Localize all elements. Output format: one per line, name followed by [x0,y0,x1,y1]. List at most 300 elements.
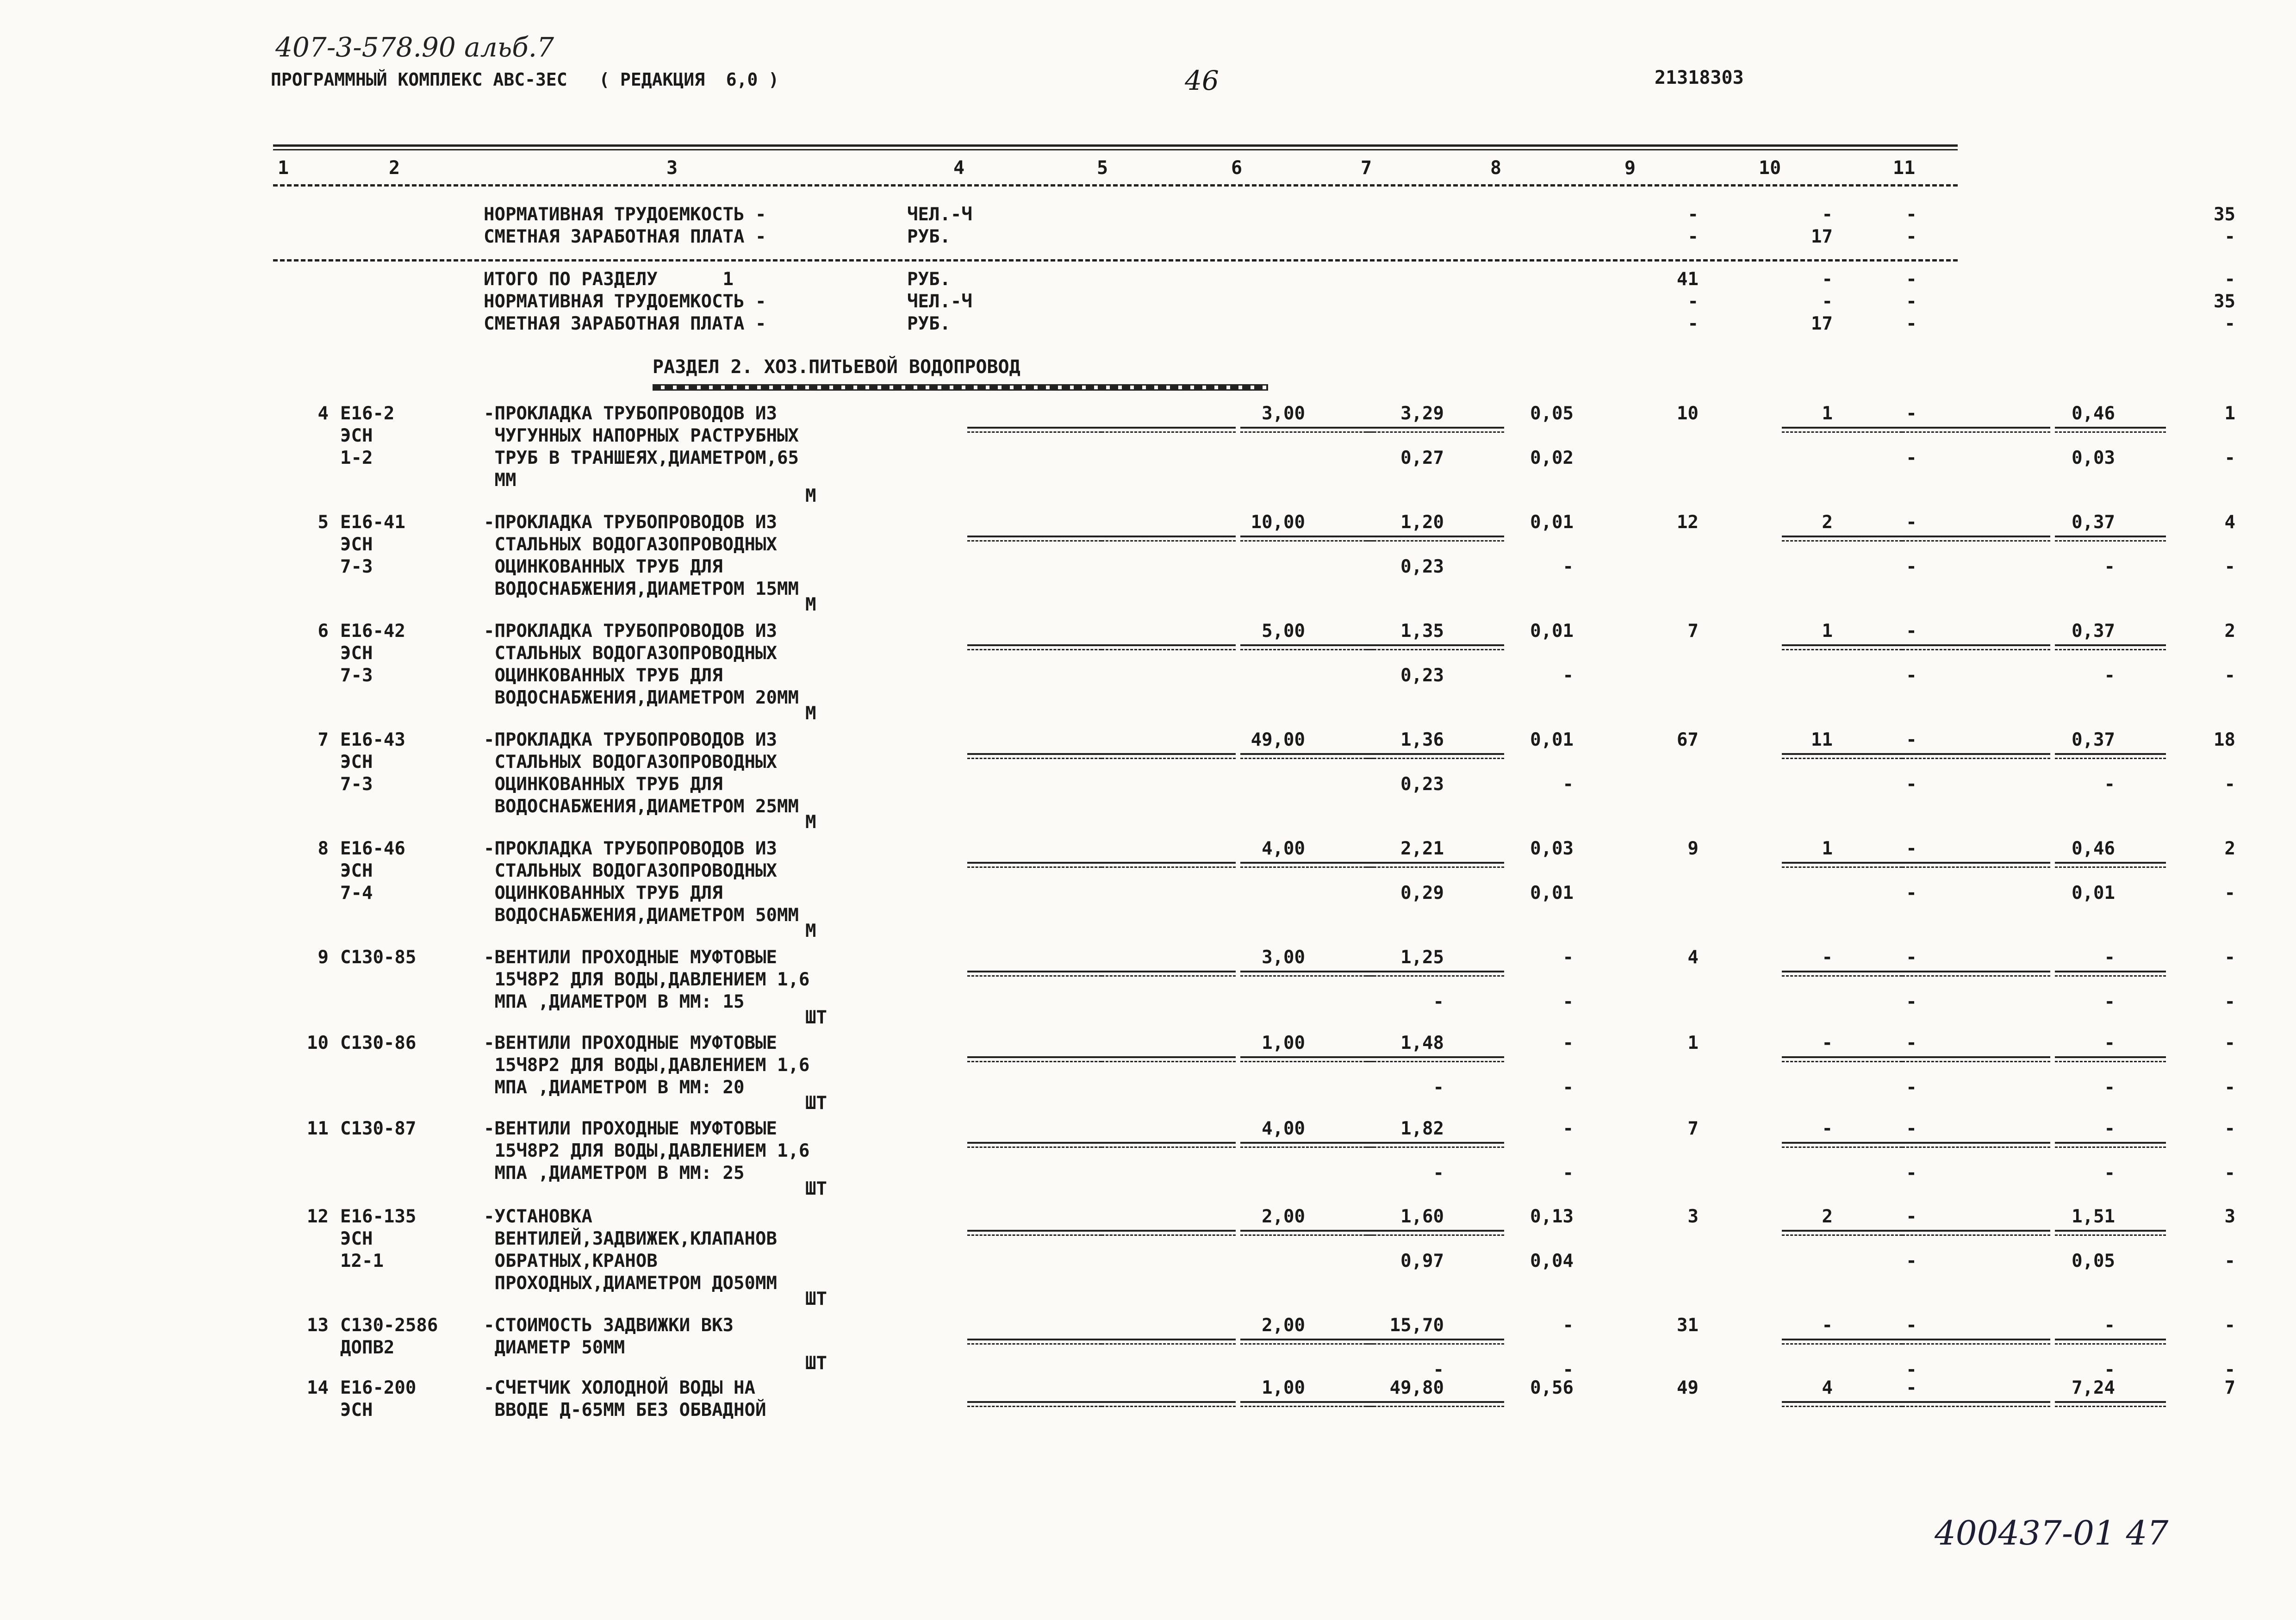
program-name: ПРОГРАММНЫЙ КОМПЛЕКС АВС-3ЕС ( РЕДАКЦИЯ 6,0 ) [271,69,779,90]
item-name-line: -СТОИМОСТЬ ЗАДВИЖКИ ВКЗ [484,1315,734,1336]
cell-separator [1902,536,2050,537]
cell-separator [1782,536,1902,537]
item-unit-wage: 0,56 [1530,1377,1574,1398]
item-unit-cost: 49,80 [1389,1377,1444,1398]
item-code: Е16-200 [340,1377,417,1398]
summary-total: - [1687,226,1699,247]
item-unit: ШТ [805,1353,827,1374]
cell-separator [2055,1056,2166,1058]
item-unit-wage: 0,04 [1530,1251,1574,1271]
cell-separator [1365,536,1504,537]
cell-separator [1240,1056,1375,1058]
cell-separator [1902,1056,2050,1058]
summary-unit: РУБ. [907,226,951,247]
summary-label: СМЕТНАЯ ЗАРАБОТНАЯ ПЛАТА - [484,313,766,334]
item-labor-sum: 7 [2224,1377,2235,1398]
cell-separator [1782,644,1902,646]
table-top-rule [273,144,1958,147]
item-name-line: -ПРОКЛАДКА ТРУБОПРОВОДОВ ИЗ [484,729,777,750]
item-machine: - [1906,774,1917,795]
item-unit-cost: 3,29 [1400,403,1444,424]
item-machine: - [1906,403,1917,424]
item-machine: - [1906,883,1917,903]
table-row [273,729,2235,840]
item-name-line: ОЦИНКОВАННЫХ ТРУБ ДЛЯ [484,883,723,903]
item-unit-cost: 0,23 [1400,665,1444,686]
cell-separator [1902,971,2050,972]
cell-separator [1902,1401,2050,1403]
item-name-line: МПА ,ДИАМЕТРОМ В ММ: 15 [484,991,745,1012]
cell-separator [1902,644,2050,646]
item-unit-cost: - [1433,1077,1444,1098]
item-code: 7-4 [340,883,373,903]
item-machine: - [1906,1033,1917,1053]
cell-separator [967,1230,1101,1232]
item-code: С130-2586 [340,1315,438,1336]
item-quantity: 4,00 [1262,838,1305,859]
summary-wage-sum: 17 [1811,313,1833,334]
item-name-line: ВОДОСНАБЖЕНИЯ,ДИАМЕТРОМ 50ММ [484,905,799,926]
item-name-line: ВОДОСНАБЖЕНИЯ,ДИАМЕТРОМ 15ММ [484,579,799,599]
item-code: 7-3 [340,556,373,577]
table-row [273,1377,2235,1488]
item-name-line: -ПРОКЛАДКА ТРУБОПРОВОДОВ ИЗ [484,621,777,642]
cell-separator [1365,644,1504,646]
item-name-line: ОЦИНКОВАННЫХ ТРУБ ДЛЯ [484,665,723,686]
item-name-line: -СЧЕТЧИК ХОЛОДНОЙ ВОДЫ НА [484,1377,755,1398]
item-machine: - [1906,991,1917,1012]
item-unit-wage: - [1562,556,1574,577]
item-name-line: ПРОХОДНЫХ,ДИАМЕТРОМ ДО50ММ [484,1273,777,1294]
item-unit-wage: - [1562,1077,1574,1098]
item-labor: 0,46 [2072,838,2115,859]
item-labor: - [2104,1077,2115,1098]
cell-separator [967,536,1101,537]
item-code: С130-85 [340,947,417,968]
item-quantity: 1,00 [1262,1377,1305,1398]
item-quantity: 4,00 [1262,1118,1305,1139]
cell-separator [1240,862,1375,864]
summary-labor-sum: 35 [2214,204,2235,225]
item-code: 7-3 [340,665,373,686]
cell-separator [1365,862,1504,864]
item-labor-sum: - [2224,883,2235,903]
summary-machine: - [1906,269,1917,290]
item-labor: 0,46 [2072,403,2115,424]
column-number: 2 [389,157,400,179]
item-name-line: 15Ч8Р2 ДЛЯ ВОДЫ,ДАВЛЕНИЕМ 1,6 [484,1055,810,1076]
cell-separator [1101,1056,1236,1058]
cell-separator [967,427,1101,429]
item-number: 9 [317,947,329,968]
summary-labor-sum: - [2224,226,2235,247]
summary-machine: - [1906,204,1917,225]
item-quantity: 3,00 [1262,947,1305,968]
cell-separator [1782,1142,1902,1144]
item-total: 31 [1677,1315,1699,1336]
item-name-line: МПА ,ДИАМЕТРОМ В ММ: 25 [484,1163,745,1184]
column-number: 4 [953,157,965,179]
item-machine: - [1906,1377,1917,1398]
cell-separator [1902,1142,2050,1144]
cell-separator [967,644,1101,646]
cell-separator [1101,753,1236,755]
cell-separator [967,1339,1101,1340]
item-unit-cost: 1,82 [1400,1118,1444,1139]
item-code: Е16-135 [340,1206,417,1227]
item-code: ЭСН [340,425,373,446]
cell-separator [1365,1339,1504,1340]
cell-separator [1101,1230,1236,1232]
table-row [273,620,2235,731]
cell-separator [1240,1339,1375,1340]
item-wage-sum: 1 [1822,403,1833,424]
table-row [273,838,2235,949]
column-number: 10 [1759,157,1781,179]
item-unit: М [805,703,816,724]
item-total: 10 [1677,403,1699,424]
item-unit-wage: - [1562,1315,1574,1336]
item-unit-wage: - [1562,947,1574,968]
section-title-underline [653,384,1268,391]
summary-wage-sum: - [1822,204,1833,225]
item-quantity: 1,00 [1262,1033,1305,1053]
summary-label: СМЕТНАЯ ЗАРАБОТНАЯ ПЛАТА - [484,226,766,247]
cell-separator [1240,644,1375,646]
item-unit-wage: 0,01 [1530,512,1574,533]
cell-separator [967,971,1101,972]
summary-machine: - [1906,313,1917,334]
summary-rule [273,259,1958,262]
item-quantity: 2,00 [1262,1206,1305,1227]
cell-separator [1782,971,1902,972]
item-unit: М [805,594,816,615]
item-unit-wage: 0,01 [1530,883,1574,903]
item-code: 12-1 [340,1251,384,1271]
item-labor: - [2104,556,2115,577]
item-labor-sum: - [2224,1077,2235,1098]
cell-separator [1902,753,2050,755]
item-labor-sum: - [2224,947,2235,968]
item-wage-sum: - [1822,1033,1833,1053]
item-labor: 0,01 [2072,883,2115,903]
cell-separator [2055,1142,2166,1144]
cell-separator [1240,971,1375,972]
item-name-line: ОЦИНКОВАННЫХ ТРУБ ДЛЯ [484,556,723,577]
project-code: 407-3-578.90 альб.7 [275,31,554,63]
item-unit: ШТ [805,1093,827,1114]
summary-wage-sum: - [1822,269,1833,290]
item-unit-wage: - [1562,774,1574,795]
item-machine: - [1906,1315,1917,1336]
column-number: 5 [1097,157,1108,179]
cell-separator [1240,753,1375,755]
item-name-line: ОБРАТНЫХ,КРАНОВ [484,1251,658,1271]
item-wage-sum: 2 [1822,1206,1833,1227]
item-name-line: ДИАМЕТР 50ММ [484,1337,625,1358]
item-number: 12 [307,1206,329,1227]
item-code: Е16-46 [340,838,405,859]
item-machine: - [1906,1206,1917,1227]
item-unit: М [805,812,816,833]
item-code: ЭСН [340,860,373,881]
item-unit-cost: 2,21 [1400,838,1444,859]
item-labor-sum: - [2224,1315,2235,1336]
item-unit-wage: 0,01 [1530,621,1574,642]
cell-separator [1101,644,1236,646]
cell-separator [1902,427,2050,429]
item-unit-cost: 1,48 [1400,1033,1444,1053]
cell-separator [1101,971,1236,972]
cell-separator [2055,862,2166,864]
item-quantity: 10,00 [1251,512,1305,533]
item-code: С130-87 [340,1118,417,1139]
item-number: 5 [317,512,329,533]
item-machine: - [1906,556,1917,577]
item-machine: - [1906,1077,1917,1098]
item-labor: 7,24 [2072,1377,2115,1398]
cell-separator [1782,1056,1902,1058]
cell-separator [1240,427,1375,429]
item-labor-sum: 18 [2214,729,2235,750]
summary-total: - [1687,204,1699,225]
table-row [273,511,2235,623]
cell-separator [2055,536,2166,537]
column-number: 9 [1624,157,1636,179]
summary-wage-sum: - [1822,291,1833,312]
item-name-line: ОЦИНКОВАННЫХ ТРУБ ДЛЯ [484,774,723,795]
item-unit-wage: - [1562,1118,1574,1139]
item-unit-cost: 0,23 [1400,774,1444,795]
item-unit-wage: 0,02 [1530,448,1574,468]
item-name-line: -ПРОКЛАДКА ТРУБОПРОВОДОВ ИЗ [484,512,777,533]
item-labor-sum: - [2224,665,2235,686]
item-name-line: -ВЕНТИЛИ ПРОХОДНЫЕ МУФТОВЫЕ [484,1118,777,1139]
item-labor: 0,05 [2072,1251,2115,1271]
cell-separator [2055,1230,2166,1232]
item-unit-cost: 15,70 [1389,1315,1444,1336]
summary-unit: ЧЕЛ.-Ч [907,291,972,312]
item-labor: 0,37 [2072,729,2115,750]
item-machine: - [1906,947,1917,968]
item-name-line: ВВОДЕ Д-65ММ БЕЗ ОБВАДНОЙ [484,1400,766,1421]
item-total: 67 [1677,729,1699,750]
item-machine: - [1906,1251,1917,1271]
item-wage-sum: 11 [1811,729,1833,750]
item-name-line: ТРУБ В ТРАНШЕЯХ,ДИАМЕТРОМ,65 [484,448,799,468]
item-number: 10 [307,1033,329,1053]
page-number: 46 [1185,65,1219,96]
summary-label: НОРМАТИВНАЯ ТРУДОЕМКОСТЬ - [484,204,766,225]
item-unit: М [805,486,816,506]
item-wage-sum: 1 [1822,838,1833,859]
item-labor-sum: - [2224,1118,2235,1139]
item-labor: 0,37 [2072,621,2115,642]
item-labor-sum: 4 [2224,512,2235,533]
item-name-line: МПА ,ДИАМЕТРОМ В ММ: 20 [484,1077,745,1098]
item-code: С130-86 [340,1033,417,1053]
item-labor-sum: - [2224,774,2235,795]
cell-separator [1365,1056,1504,1058]
section-title: РАЗДЕЛ 2. ХОЗ.ПИТЬЕВОЙ ВОДОПРОВОД [653,356,1020,378]
item-name-line: СТАЛЬНЫХ ВОДОГАЗОПРОВОДНЫХ [484,860,777,881]
item-unit-cost: 1,20 [1400,512,1444,533]
item-machine: - [1906,665,1917,686]
item-name-line: -ПРОКЛАДКА ТРУБОПРОВОДОВ ИЗ [484,838,777,859]
cell-separator [2055,1339,2166,1340]
item-name-line: -ПРОКЛАДКА ТРУБОПРОВОДОВ ИЗ [484,403,777,424]
item-machine: - [1906,838,1917,859]
summary-machine: - [1906,291,1917,312]
column-number: 6 [1231,157,1243,179]
item-quantity: 5,00 [1262,621,1305,642]
cell-separator [1902,1230,2050,1232]
cell-separator [1782,1339,1902,1340]
item-labor: - [2104,991,2115,1012]
item-name-line: СТАЛЬНЫХ ВОДОГАЗОПРОВОДНЫХ [484,752,777,773]
item-code: Е16-43 [340,729,405,750]
item-unit-wage: - [1562,991,1574,1012]
item-total: 49 [1677,1377,1699,1398]
item-labor-sum: 3 [2224,1206,2235,1227]
item-machine: - [1906,729,1917,750]
item-number: 6 [317,621,329,642]
cell-separator [1240,1142,1375,1144]
summary-unit: РУБ. [907,313,951,334]
cell-separator [1101,1401,1236,1403]
cell-separator [967,1401,1101,1403]
item-total: 3 [1687,1206,1699,1227]
cell-separator [1365,427,1504,429]
item-labor: 0,03 [2072,448,2115,468]
item-machine: - [1906,621,1917,642]
cell-separator [1782,753,1902,755]
item-unit-wage: - [1562,665,1574,686]
cell-separator [1240,1401,1375,1403]
item-labor-sum: - [2224,991,2235,1012]
cell-separator [1782,427,1902,429]
summary-total: - [1687,313,1699,334]
table-header-rule [273,184,1958,187]
cell-separator [2055,1401,2166,1403]
item-code: 1-2 [340,448,373,468]
summary-label: ИТОГО ПО РАЗДЕЛУ 1 [484,269,734,290]
item-code: 7-3 [340,774,373,795]
item-labor-sum: - [2224,448,2235,468]
item-labor-sum: - [2224,1033,2235,1053]
item-labor-sum: - [2224,1163,2235,1184]
cell-separator [1101,536,1236,537]
item-wage-sum: - [1822,1118,1833,1139]
item-name-line: 15Ч8Р2 ДЛЯ ВОДЫ,ДАВЛЕНИЕМ 1,6 [484,1140,810,1161]
cell-separator [2055,427,2166,429]
column-number: 11 [1893,157,1916,179]
item-machine: - [1906,1163,1917,1184]
item-code: ЭСН [340,1400,373,1421]
item-labor: - [2104,1359,2115,1380]
cell-separator [1902,1339,2050,1340]
item-name-line: ММ [484,470,516,491]
item-machine: - [1906,1118,1917,1139]
item-total: 12 [1677,512,1699,533]
summary-machine: - [1906,226,1917,247]
cell-separator [2055,644,2166,646]
item-labor: - [2104,1315,2115,1336]
item-machine: - [1906,512,1917,533]
item-unit-cost: 1,60 [1400,1206,1444,1227]
cell-separator [2055,971,2166,972]
cell-separator [967,753,1101,755]
item-labor: - [2104,1033,2115,1053]
item-unit-cost: - [1433,991,1444,1012]
item-unit: М [805,921,816,941]
cell-separator [1365,1230,1504,1232]
item-name-line: СТАЛЬНЫХ ВОДОГАЗОПРОВОДНЫХ [484,643,777,664]
item-unit-cost: 1,25 [1400,947,1444,968]
item-number: 4 [317,403,329,424]
item-labor: - [2104,774,2115,795]
item-number: 14 [307,1377,329,1398]
item-unit-cost: - [1433,1359,1444,1380]
handwritten-stamp: 400437-01 47 [1935,1514,2169,1552]
item-code: ЭСН [340,534,373,555]
summary-labor-sum: 35 [2214,291,2235,312]
cell-separator [967,1056,1101,1058]
item-total: 7 [1687,1118,1699,1139]
item-name-line: -ВЕНТИЛИ ПРОХОДНЫЕ МУФТОВЫЕ [484,947,777,968]
cell-separator [1782,862,1902,864]
item-unit-cost: 1,36 [1400,729,1444,750]
item-code: ЭСН [340,643,373,664]
cell-separator [1101,862,1236,864]
column-number: 7 [1361,157,1372,179]
item-unit-wage: - [1562,1359,1574,1380]
cell-separator [1101,1142,1236,1144]
item-wage-sum: 1 [1822,621,1833,642]
item-unit-wage: - [1562,1033,1574,1053]
summary-label: НОРМАТИВНАЯ ТРУДОЕМКОСТЬ - [484,291,766,312]
cell-separator [1101,1339,1236,1340]
item-unit-cost: 0,97 [1400,1251,1444,1271]
document-number: 21318303 [1655,67,1744,88]
summary-total: - [1687,291,1699,312]
item-number: 13 [307,1315,329,1336]
item-quantity: 49,00 [1251,729,1305,750]
item-name-line: ВОДОСНАБЖЕНИЯ,ДИАМЕТРОМ 20ММ [484,687,799,708]
item-wage-sum: - [1822,1315,1833,1336]
column-number: 3 [666,157,678,179]
item-unit-cost: 0,23 [1400,556,1444,577]
item-unit: ШТ [805,1289,827,1309]
item-machine: - [1906,448,1917,468]
item-number: 11 [307,1118,329,1139]
item-name-line: -ВЕНТИЛИ ПРОХОДНЫЕ МУФТОВЫЕ [484,1033,777,1053]
item-code: ДОПВ2 [340,1337,395,1358]
summary-unit: ЧЕЛ.-Ч [907,204,972,225]
item-number: 7 [317,729,329,750]
item-wage-sum: - [1822,947,1833,968]
item-name-line: 15Ч8Р2 ДЛЯ ВОДЫ,ДАВЛЕНИЕМ 1,6 [484,969,810,990]
cell-separator [1365,971,1504,972]
cell-separator [1365,1142,1504,1144]
item-labor-sum: 2 [2224,838,2235,859]
summary-wage-sum: 17 [1811,226,1833,247]
column-number: 8 [1490,157,1502,179]
item-unit-cost: 0,27 [1400,448,1444,468]
item-code: ЭСН [340,752,373,773]
item-name-line: -УСТАНОВКА [484,1206,592,1227]
item-labor: 0,37 [2072,512,2115,533]
